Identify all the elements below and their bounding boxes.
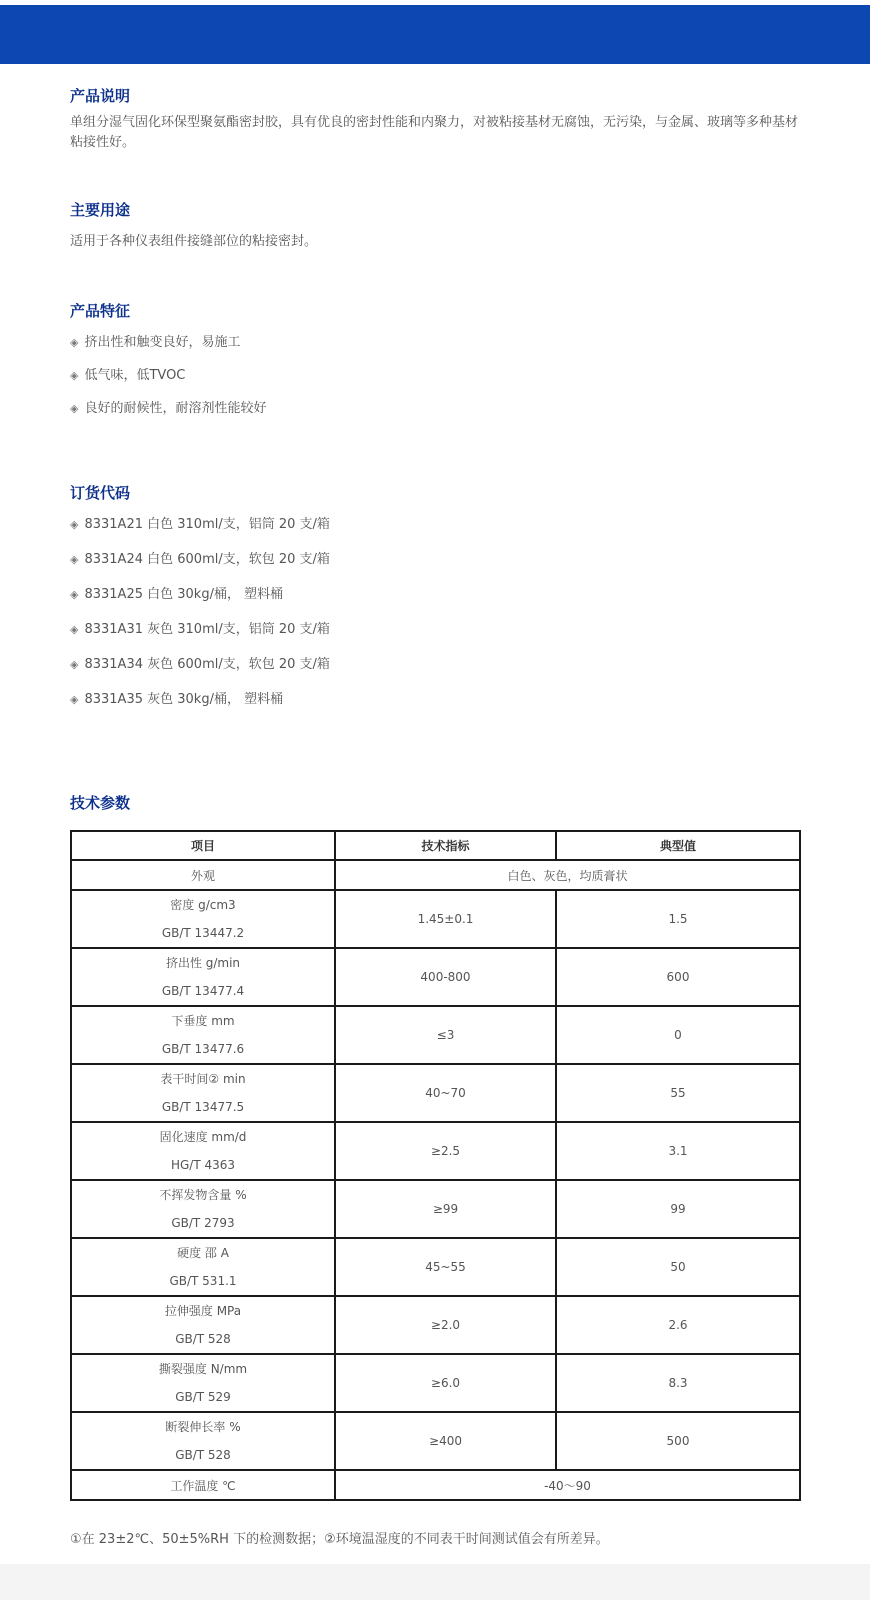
row-item	[71, 1354, 335, 1412]
row-spec: ≥2.5	[335, 1122, 556, 1180]
row-spec: ≥400	[335, 1412, 556, 1470]
section-title-usage: 主要用途	[70, 201, 131, 219]
row-typical: 50	[556, 1238, 800, 1296]
param-name: 固化速度 mm/d	[159, 1130, 247, 1144]
row-item	[71, 1122, 335, 1180]
table-row	[71, 1122, 800, 1180]
param-standard: HG/T 4363	[170, 1158, 236, 1172]
row-item	[71, 1180, 335, 1238]
row-spec: 1.45±0.1	[335, 890, 556, 948]
row-typical: 600	[556, 948, 800, 1006]
param-standard: GB/T 13477.5	[161, 1100, 245, 1114]
list-item: ◈ 低气味，低TVOC	[70, 368, 186, 383]
row-spec: 40~70	[335, 1064, 556, 1122]
row-value: -40～90	[335, 1470, 800, 1500]
column-header-item: 项目	[71, 831, 335, 860]
header-banner	[0, 5, 870, 64]
row-spec: 45~55	[335, 1238, 556, 1296]
list-item: ◈ 挤出性和触变良好，易施工	[70, 335, 241, 350]
diamond-bullet-icon: ◈	[70, 693, 79, 706]
row-typical: 0	[556, 1006, 800, 1064]
param-name: 不挥发物含量 %	[159, 1188, 247, 1202]
description-text: 单组分湿气固化环保型聚氨酯密封胶，具有优良的密封性能和内聚力，对被粘接基材无腐蚀，无污染，与金属、玻璃等多种基材粘接性好。	[70, 115, 799, 150]
usage-text: 适用于各种仪表组件接缝部位的粘接密封。	[70, 234, 318, 249]
table-header-row	[71, 831, 800, 860]
row-item: 工作温度 ℃	[71, 1470, 335, 1500]
row-typical: 8.3	[556, 1354, 800, 1412]
row-item	[71, 1006, 335, 1064]
table-row	[71, 1238, 800, 1296]
table-row	[71, 1180, 800, 1238]
list-item: ◈ 8331A25 白色 30kg/桶， 塑料桶	[70, 587, 284, 602]
row-item	[71, 1064, 335, 1122]
row-item	[71, 1296, 335, 1354]
table-row	[71, 948, 800, 1006]
row-spec: 400-800	[335, 948, 556, 1006]
list-item: ◈ 8331A35 灰色 30kg/桶， 塑料桶	[70, 692, 284, 707]
row-spec: ≥2.0	[335, 1296, 556, 1354]
table-row	[71, 890, 800, 948]
row-spec: ≥6.0	[335, 1354, 556, 1412]
features-list	[70, 326, 266, 425]
diamond-bullet-icon: ◈	[70, 336, 79, 349]
tech-spec-table	[70, 830, 801, 1501]
param-name: 下垂度 mm	[171, 1014, 235, 1028]
list-item: ◈ 8331A21 白色 310ml/支，铝筒 20 支/箱	[70, 517, 330, 532]
diamond-bullet-icon: ◈	[70, 369, 79, 382]
param-standard: GB/T 13477.4	[161, 984, 245, 998]
row-item	[71, 890, 335, 948]
param-standard: GB/T 13447.2	[161, 926, 245, 940]
row-item	[71, 948, 335, 1006]
row-value: 白色、灰色，均质膏状	[335, 860, 800, 890]
param-name: 断裂伸长率 %	[165, 1420, 241, 1434]
footnote: ①在 23±2℃、50±5%RH 下的检测数据；②环境温湿度的不同表干时间测试值会有所差异。	[70, 1532, 609, 1547]
table-row	[71, 860, 800, 890]
diamond-bullet-icon: ◈	[70, 588, 79, 601]
param-standard: GB/T 531.1	[169, 1274, 237, 1288]
row-item: 外观	[71, 860, 335, 890]
param-standard: GB/T 13477.6	[161, 1042, 245, 1056]
column-header-spec: 技术指标	[335, 831, 556, 860]
list-item: ◈ 8331A31 灰色 310ml/支，铝筒 20 支/箱	[70, 622, 330, 637]
table-row	[71, 1064, 800, 1122]
param-standard: GB/T 529	[175, 1390, 231, 1404]
table-row	[71, 1412, 800, 1470]
param-name: 硬度 邵 A	[177, 1246, 229, 1260]
row-spec: ≥99	[335, 1180, 556, 1238]
param-name: 挤出性 g/min	[165, 956, 241, 970]
page-footer-strip	[0, 1564, 870, 1600]
diamond-bullet-icon: ◈	[70, 402, 79, 415]
row-typical: 500	[556, 1412, 800, 1470]
row-item	[71, 1238, 335, 1296]
diamond-bullet-icon: ◈	[70, 623, 79, 636]
section-title-features: 产品特征	[70, 302, 131, 320]
diamond-bullet-icon: ◈	[70, 658, 79, 671]
list-item: ◈ 良好的耐候性，耐溶剂性能较好	[70, 401, 267, 416]
row-typical: 55	[556, 1064, 800, 1122]
row-spec: ≤3	[335, 1006, 556, 1064]
list-item: ◈ 8331A24 白色 600ml/支，软包 20 支/箱	[70, 552, 330, 567]
param-standard: GB/T 528	[175, 1332, 231, 1346]
column-header-typical: 典型值	[556, 831, 800, 860]
param-name: 撕裂强度 N/mm	[158, 1362, 248, 1376]
section-title-tech: 技术参数	[70, 794, 131, 812]
row-typical: 3.1	[556, 1122, 800, 1180]
param-name: 拉伸强度 MPa	[164, 1304, 242, 1318]
row-typical: 2.6	[556, 1296, 800, 1354]
param-standard: GB/T 528	[175, 1448, 231, 1462]
section-title-description: 产品说明	[70, 87, 131, 105]
list-item: ◈ 8331A34 灰色 600ml/支，软包 20 支/箱	[70, 657, 330, 672]
row-typical: 99	[556, 1180, 800, 1238]
diamond-bullet-icon: ◈	[70, 553, 79, 566]
param-name: 密度 g/cm3	[170, 898, 236, 912]
param-standard: GB/T 2793	[171, 1216, 235, 1230]
table-row	[71, 1354, 800, 1412]
param-name: 表干时间② min	[160, 1072, 246, 1086]
table-row	[71, 1296, 800, 1354]
row-typical: 1.5	[556, 890, 800, 948]
table-row	[71, 1006, 800, 1064]
section-title-orders: 订货代码	[70, 484, 131, 502]
order-codes-list	[70, 507, 330, 717]
table-row	[71, 1470, 800, 1500]
diamond-bullet-icon: ◈	[70, 518, 79, 531]
row-item	[71, 1412, 335, 1470]
